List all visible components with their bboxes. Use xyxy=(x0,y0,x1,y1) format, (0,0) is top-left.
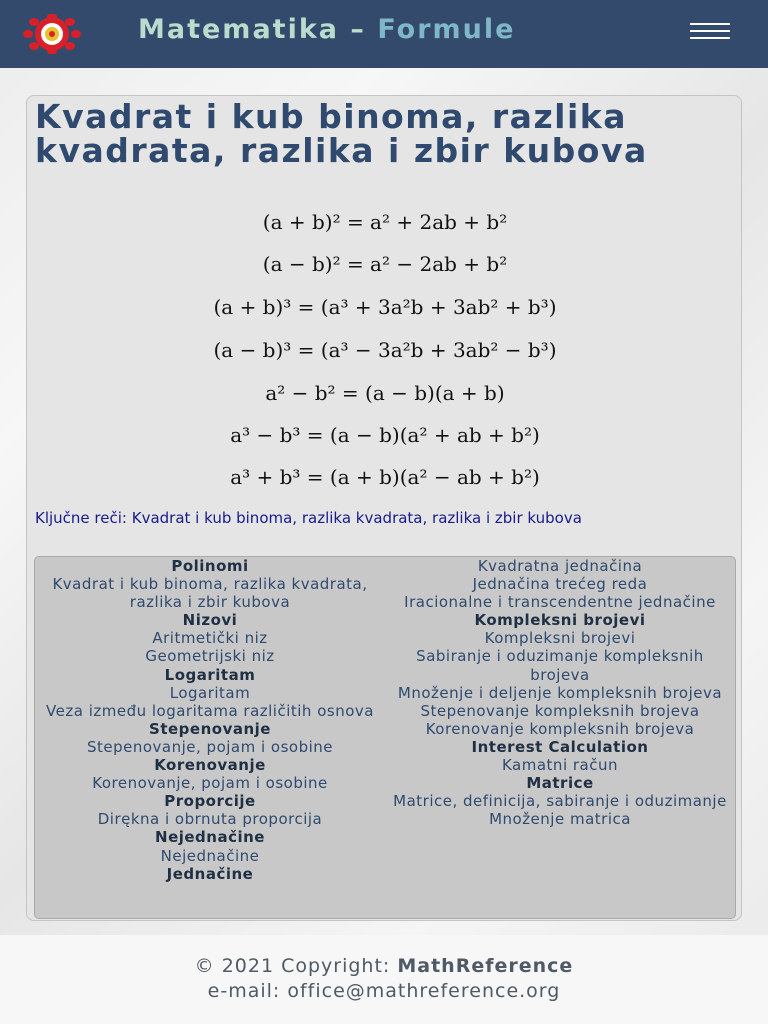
formula-cube-diff: (a − b)³ = (a³ − 3a²b + 3ab² − b³) xyxy=(213,338,557,362)
formula-diff-cubes: a³ − b³ = (a − b)(a² + ab + b²) xyxy=(230,423,540,447)
nav-link[interactable]: Korenovanje, pojam i osobine xyxy=(92,774,328,793)
keywords: Ključne reči: Kvadrat i kub binoma, razlika kvadrata, razlika i zbir kubova xyxy=(35,509,582,527)
footer xyxy=(0,935,768,1024)
page-title: Kvadrat i kub binoma, razlika kvadrata, razlika i zbir kubova xyxy=(35,97,648,170)
nav-column-right xyxy=(385,557,735,828)
nav-section-heading: Nejednačine xyxy=(155,828,265,847)
nav-link[interactable]: Sabiranje i oduzimanje kompleksnih brojeva xyxy=(416,647,704,684)
site-title-main: Matematika xyxy=(138,14,339,45)
nav-section-heading: Matrice xyxy=(526,774,594,793)
nav-link[interactable]: Nejednačine xyxy=(160,846,260,865)
nav-section-heading: Kompleksni brojevi xyxy=(474,611,646,630)
nav-link[interactable]: Množenje i deljenje kompleksnih brojeva xyxy=(397,683,723,702)
nav-link[interactable]: Stepenovanje, pojam i osobine xyxy=(86,737,334,756)
formula-square-diff: (a − b)² = a² − 2ab + b² xyxy=(262,252,508,276)
nav-link[interactable]: Kvadratna jednačina xyxy=(477,557,643,575)
footer-brand-link[interactable]: MathReference xyxy=(397,955,574,977)
footer-email[interactable]: e-mail: office@mathreference.org xyxy=(207,980,561,1002)
formula-cube-sum: (a + b)³ = (a³ + 3a²b + 3ab² + b³) xyxy=(213,295,557,319)
nav-link[interactable]: Stepenovanje kompleksnih brojeva xyxy=(420,701,700,720)
formula-diff-squares: a² − b² = (a − b)(a + b) xyxy=(265,381,505,405)
nav-section-heading: Jednačine xyxy=(166,864,254,883)
site-title-sub: Formule xyxy=(377,14,516,45)
top-navbar xyxy=(0,0,768,68)
nav-link[interactable]: Kamatni račun xyxy=(501,756,618,775)
nav-link[interactable]: Množenje matrica xyxy=(489,810,631,829)
nav-link[interactable]: Jednačina trećeg reda xyxy=(472,575,648,594)
formula-sum-cubes: a³ + b³ = (a + b)(a² − ab + b²) xyxy=(230,465,540,489)
formula-square-sum: (a + b)² = a² + 2ab + b² xyxy=(262,210,508,234)
nav-section-heading: Stepenovanje xyxy=(149,719,271,738)
nav-section-heading: Nizovi xyxy=(182,611,238,630)
content-card xyxy=(26,95,742,921)
nav-link[interactable]: Matrice, definicija, sabiranje i oduzimanje xyxy=(393,792,727,811)
nav-column-left xyxy=(35,557,385,883)
nav-section-heading: Interest Calculation xyxy=(471,737,649,756)
nav-section-heading: Proporcije xyxy=(164,792,256,811)
nav-link[interactable]: Logaritam xyxy=(169,683,251,702)
nav-link[interactable]: Veza između logaritama različitih osnova xyxy=(46,701,374,720)
sun-emblem-icon[interactable] xyxy=(22,14,82,54)
topic-navigation xyxy=(34,556,736,919)
nav-link[interactable]: Dirękna i obrnuta proporcija xyxy=(97,810,323,829)
footer-copyright xyxy=(0,955,768,977)
hamburger-menu-icon[interactable] xyxy=(690,23,734,45)
site-title-separator: – xyxy=(339,14,378,45)
copyright-text: © 2021 Copyright: xyxy=(194,955,398,977)
nav-section-heading: Polinomi xyxy=(171,557,249,575)
nav-link[interactable]: Aritmetički niz xyxy=(152,629,268,648)
nav-link[interactable]: Kvadrat i kub binoma, razlika kvadrata, razlika i zbir kubova xyxy=(52,575,368,612)
nav-link[interactable]: Iracionalne i transcendentne jednačine xyxy=(404,593,716,612)
nav-link[interactable]: Geometrijski niz xyxy=(145,647,275,666)
nav-link[interactable]: Kompleksni brojevi xyxy=(484,629,636,648)
site-title[interactable] xyxy=(138,14,515,45)
nav-section-heading: Logaritam xyxy=(164,665,256,684)
nav-link[interactable]: Korenovanje kompleksnih brojeva xyxy=(425,719,695,738)
nav-section-heading: Korenovanje xyxy=(154,756,266,775)
